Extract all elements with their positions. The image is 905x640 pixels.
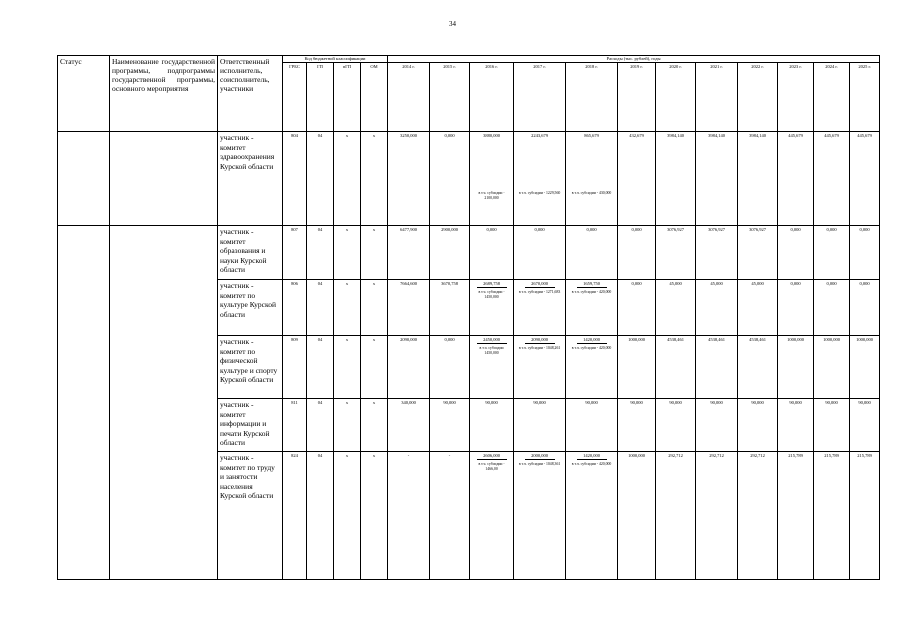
- code-cell: х: [334, 336, 361, 399]
- value-cell: 2606,000 в т.ч. субсидии - 1466,00: [470, 452, 514, 580]
- subsidy-note: в т.ч. субсидии - 430,000: [571, 191, 612, 195]
- code-cell: х: [334, 280, 361, 336]
- value-cell: 3076,927: [696, 226, 738, 280]
- subsidy-note: в т.ч. субсидии - 1048,361: [518, 462, 561, 466]
- code-cell: 04: [307, 399, 334, 452]
- participant-cell: участник - комитет информации и печати Курской области: [218, 399, 283, 452]
- value-cell: 45,000: [696, 280, 738, 336]
- value-cell: 3076,927: [738, 226, 778, 280]
- value-cell: 0,000: [850, 226, 880, 280]
- value-cell: 445,679: [850, 132, 880, 226]
- participant-cell: участник - комитет по культуре Курской области: [218, 280, 283, 336]
- value-cell: 215,789: [850, 452, 880, 580]
- code-cell: 806: [283, 280, 307, 336]
- code-cell: 04: [307, 336, 334, 399]
- header-status: Статус: [58, 56, 110, 132]
- code-cell: х: [334, 399, 361, 452]
- year-header: 2014 г.: [388, 63, 430, 132]
- subsidy-note: в т.ч. субсидии - 1229,560: [518, 191, 561, 195]
- year-header: 2023 г.: [778, 63, 814, 132]
- code-cell: х: [361, 280, 388, 336]
- year-header: 2024 г.: [814, 63, 850, 132]
- value-cell: 0,000: [618, 226, 656, 280]
- value-cell: 3984,140: [696, 132, 738, 226]
- value-cell: 445,679: [778, 132, 814, 226]
- value-cell: 1000,000: [618, 336, 656, 399]
- subsidy-note: в т.ч. субсидии - 1271,683: [518, 290, 561, 294]
- code-cell: 804: [283, 132, 307, 226]
- value-cell: 4538,461: [696, 336, 738, 399]
- value-cell: 7664,600: [388, 280, 430, 336]
- year-header: 2017 г.: [514, 63, 566, 132]
- code-cell: 04: [307, 132, 334, 226]
- code-cell: х: [361, 399, 388, 452]
- value-cell: 4538,461: [656, 336, 696, 399]
- year-header: 2015 г.: [430, 63, 470, 132]
- subsidy-note: в т.ч. субсидии - 1450,000: [478, 290, 505, 299]
- value-cell: 2670,000 в т.ч. субсидии - 1271,683: [514, 280, 566, 336]
- value-cell: 0,000: [566, 226, 618, 280]
- value-cell: 340,000: [388, 399, 430, 452]
- value-cell: 90,000: [430, 399, 470, 452]
- status-cell: [58, 132, 110, 226]
- value-cell: 2090,000 в т.ч. субсидии - 1048,261: [514, 336, 566, 399]
- participant-cell: участник - комитет по физической культуре и спорту Курской области: [218, 336, 283, 399]
- value-cell: 1000,000: [814, 336, 850, 399]
- value-cell: 0,000: [470, 226, 514, 280]
- code-cell: 824: [283, 452, 307, 580]
- value-cell: 292,712: [738, 452, 778, 580]
- value-cell: 3984,140: [738, 132, 778, 226]
- value-cell: 292,712: [696, 452, 738, 580]
- code-cell: х: [334, 226, 361, 280]
- value-cell: 90,000: [814, 399, 850, 452]
- program-cell: [110, 226, 218, 580]
- value-cell: 45,000: [656, 280, 696, 336]
- header-program: Наименование государственной программы, подпрограммы государственной программы, основного мероприятия: [110, 56, 218, 132]
- value-cell: 0,000: [430, 336, 470, 399]
- value-cell: 4538,461: [738, 336, 778, 399]
- value-cell: 1420,000 в т.ч. субсидии - 420,000: [566, 452, 618, 580]
- year-header: 2018 г.: [566, 63, 618, 132]
- participant-cell: участник - комитет по труду и занятости населения Курской области: [218, 452, 283, 580]
- code-cell: х: [361, 226, 388, 280]
- value-cell: 3880,000 в т.ч. субсидии - 2100,000: [470, 132, 514, 226]
- code-cell: 811: [283, 399, 307, 452]
- header-budget-code: Код бюджетной классификации: [283, 56, 388, 63]
- header-responsible: Ответственный исполнитель, соисполнитель, участники: [218, 56, 283, 132]
- subsidy-note: в т.ч. субсидии - 420,000: [571, 290, 612, 294]
- code-header: ОМ: [361, 63, 388, 132]
- value-cell: 2243,679 в т.ч. субсидии - 1229,560: [514, 132, 566, 226]
- value-cell: 865,679 в т.ч. субсидии - 430,000: [566, 132, 618, 226]
- code-cell: х: [361, 336, 388, 399]
- value-cell: 1000,000: [618, 452, 656, 580]
- value-cell: 1000,000: [850, 336, 880, 399]
- code-cell: 807: [283, 226, 307, 280]
- participant-cell: участник - комитет образования и науки Курской области: [218, 226, 283, 280]
- value-cell: 0,000: [514, 226, 566, 280]
- page-number: 34: [449, 20, 456, 28]
- code-header: ГП: [307, 63, 334, 132]
- code-cell: х: [361, 452, 388, 580]
- value-cell: 90,000: [656, 399, 696, 452]
- value-cell: 1420,000 в т.ч. субсидии - 420,000: [566, 336, 618, 399]
- status-cell: [58, 226, 110, 580]
- year-header: 2020 г.: [656, 63, 696, 132]
- program-cell: [110, 132, 218, 226]
- code-cell: 04: [307, 280, 334, 336]
- subsidy-note: в т.ч. субсидии - 2100,000: [478, 191, 505, 200]
- subsidy-note: в т.ч. субсидии - 420,000: [571, 346, 612, 350]
- value-cell: 2000,000 в т.ч. субсидии - 1048,361: [514, 452, 566, 580]
- subsidy-note: в т.ч. субсидии - 1048,261: [518, 346, 561, 350]
- value-cell: 0,000: [430, 132, 470, 226]
- code-cell: х: [334, 452, 361, 580]
- participant-cell: участник - комитет здравоохранения Курской области: [218, 132, 283, 226]
- code-cell: 04: [307, 226, 334, 280]
- value-cell: 90,000: [738, 399, 778, 452]
- code-header: ГРБС: [283, 63, 307, 132]
- code-cell: 04: [307, 452, 334, 580]
- value-cell: 90,000: [566, 399, 618, 452]
- value-cell: 215,789: [778, 452, 814, 580]
- year-header: 2019 г.: [618, 63, 656, 132]
- code-cell: 809: [283, 336, 307, 399]
- header-expenses: Расходы (тыс. рублей), годы: [388, 56, 880, 63]
- value-cell: 90,000: [778, 399, 814, 452]
- value-cell: -: [430, 452, 470, 580]
- value-cell: 0,000: [778, 226, 814, 280]
- value-cell: 0,000: [850, 280, 880, 336]
- value-cell: 90,000: [850, 399, 880, 452]
- year-header: 2025 г.: [850, 63, 880, 132]
- value-cell: 2090,000: [388, 336, 430, 399]
- value-cell: -: [388, 452, 430, 580]
- code-header: пГП: [334, 63, 361, 132]
- year-header: 2022 г.: [738, 63, 778, 132]
- code-cell: х: [361, 132, 388, 226]
- value-cell: 0,000: [778, 280, 814, 336]
- value-cell: 0,000: [618, 280, 656, 336]
- value-cell: 2689,758 в т.ч. субсидии - 1450,000: [470, 280, 514, 336]
- subsidy-note: в т.ч. субсидии 1450,000: [479, 346, 504, 355]
- value-cell: 0,000: [814, 226, 850, 280]
- value-cell: 90,000: [696, 399, 738, 452]
- value-cell: 3670,758: [430, 280, 470, 336]
- value-cell: 1000,000: [778, 336, 814, 399]
- subsidy-note: в т.ч. субсидии - 420,000: [571, 462, 612, 466]
- value-cell: 90,000: [514, 399, 566, 452]
- value-cell: 3076,927: [656, 226, 696, 280]
- value-cell: 2450,000 в т.ч. субсидии 1450,000: [470, 336, 514, 399]
- value-cell: 1659,750 в т.ч. субсидии - 420,000: [566, 280, 618, 336]
- table-row: [58, 132, 880, 226]
- subsidy-note: в т.ч. субсидии - 1466,00: [478, 462, 505, 471]
- value-cell: 215,789: [814, 452, 850, 580]
- table-row: [58, 226, 880, 280]
- year-header: 2021 г.: [696, 63, 738, 132]
- year-header: 2016 г.: [470, 63, 514, 132]
- value-cell: 3984,140: [656, 132, 696, 226]
- value-cell: 0,000: [814, 280, 850, 336]
- value-cell: 6477,900: [388, 226, 430, 280]
- value-cell: 90,000: [470, 399, 514, 452]
- value-cell: 90,000: [618, 399, 656, 452]
- value-cell: 3250,000: [388, 132, 430, 226]
- value-cell: 432,679: [618, 132, 656, 226]
- code-cell: х: [334, 132, 361, 226]
- value-cell: 45,000: [738, 280, 778, 336]
- value-cell: 445,679: [814, 132, 850, 226]
- value-cell: 292,712: [656, 452, 696, 580]
- value-cell: 2900,000: [430, 226, 470, 280]
- budget-table: [57, 55, 880, 580]
